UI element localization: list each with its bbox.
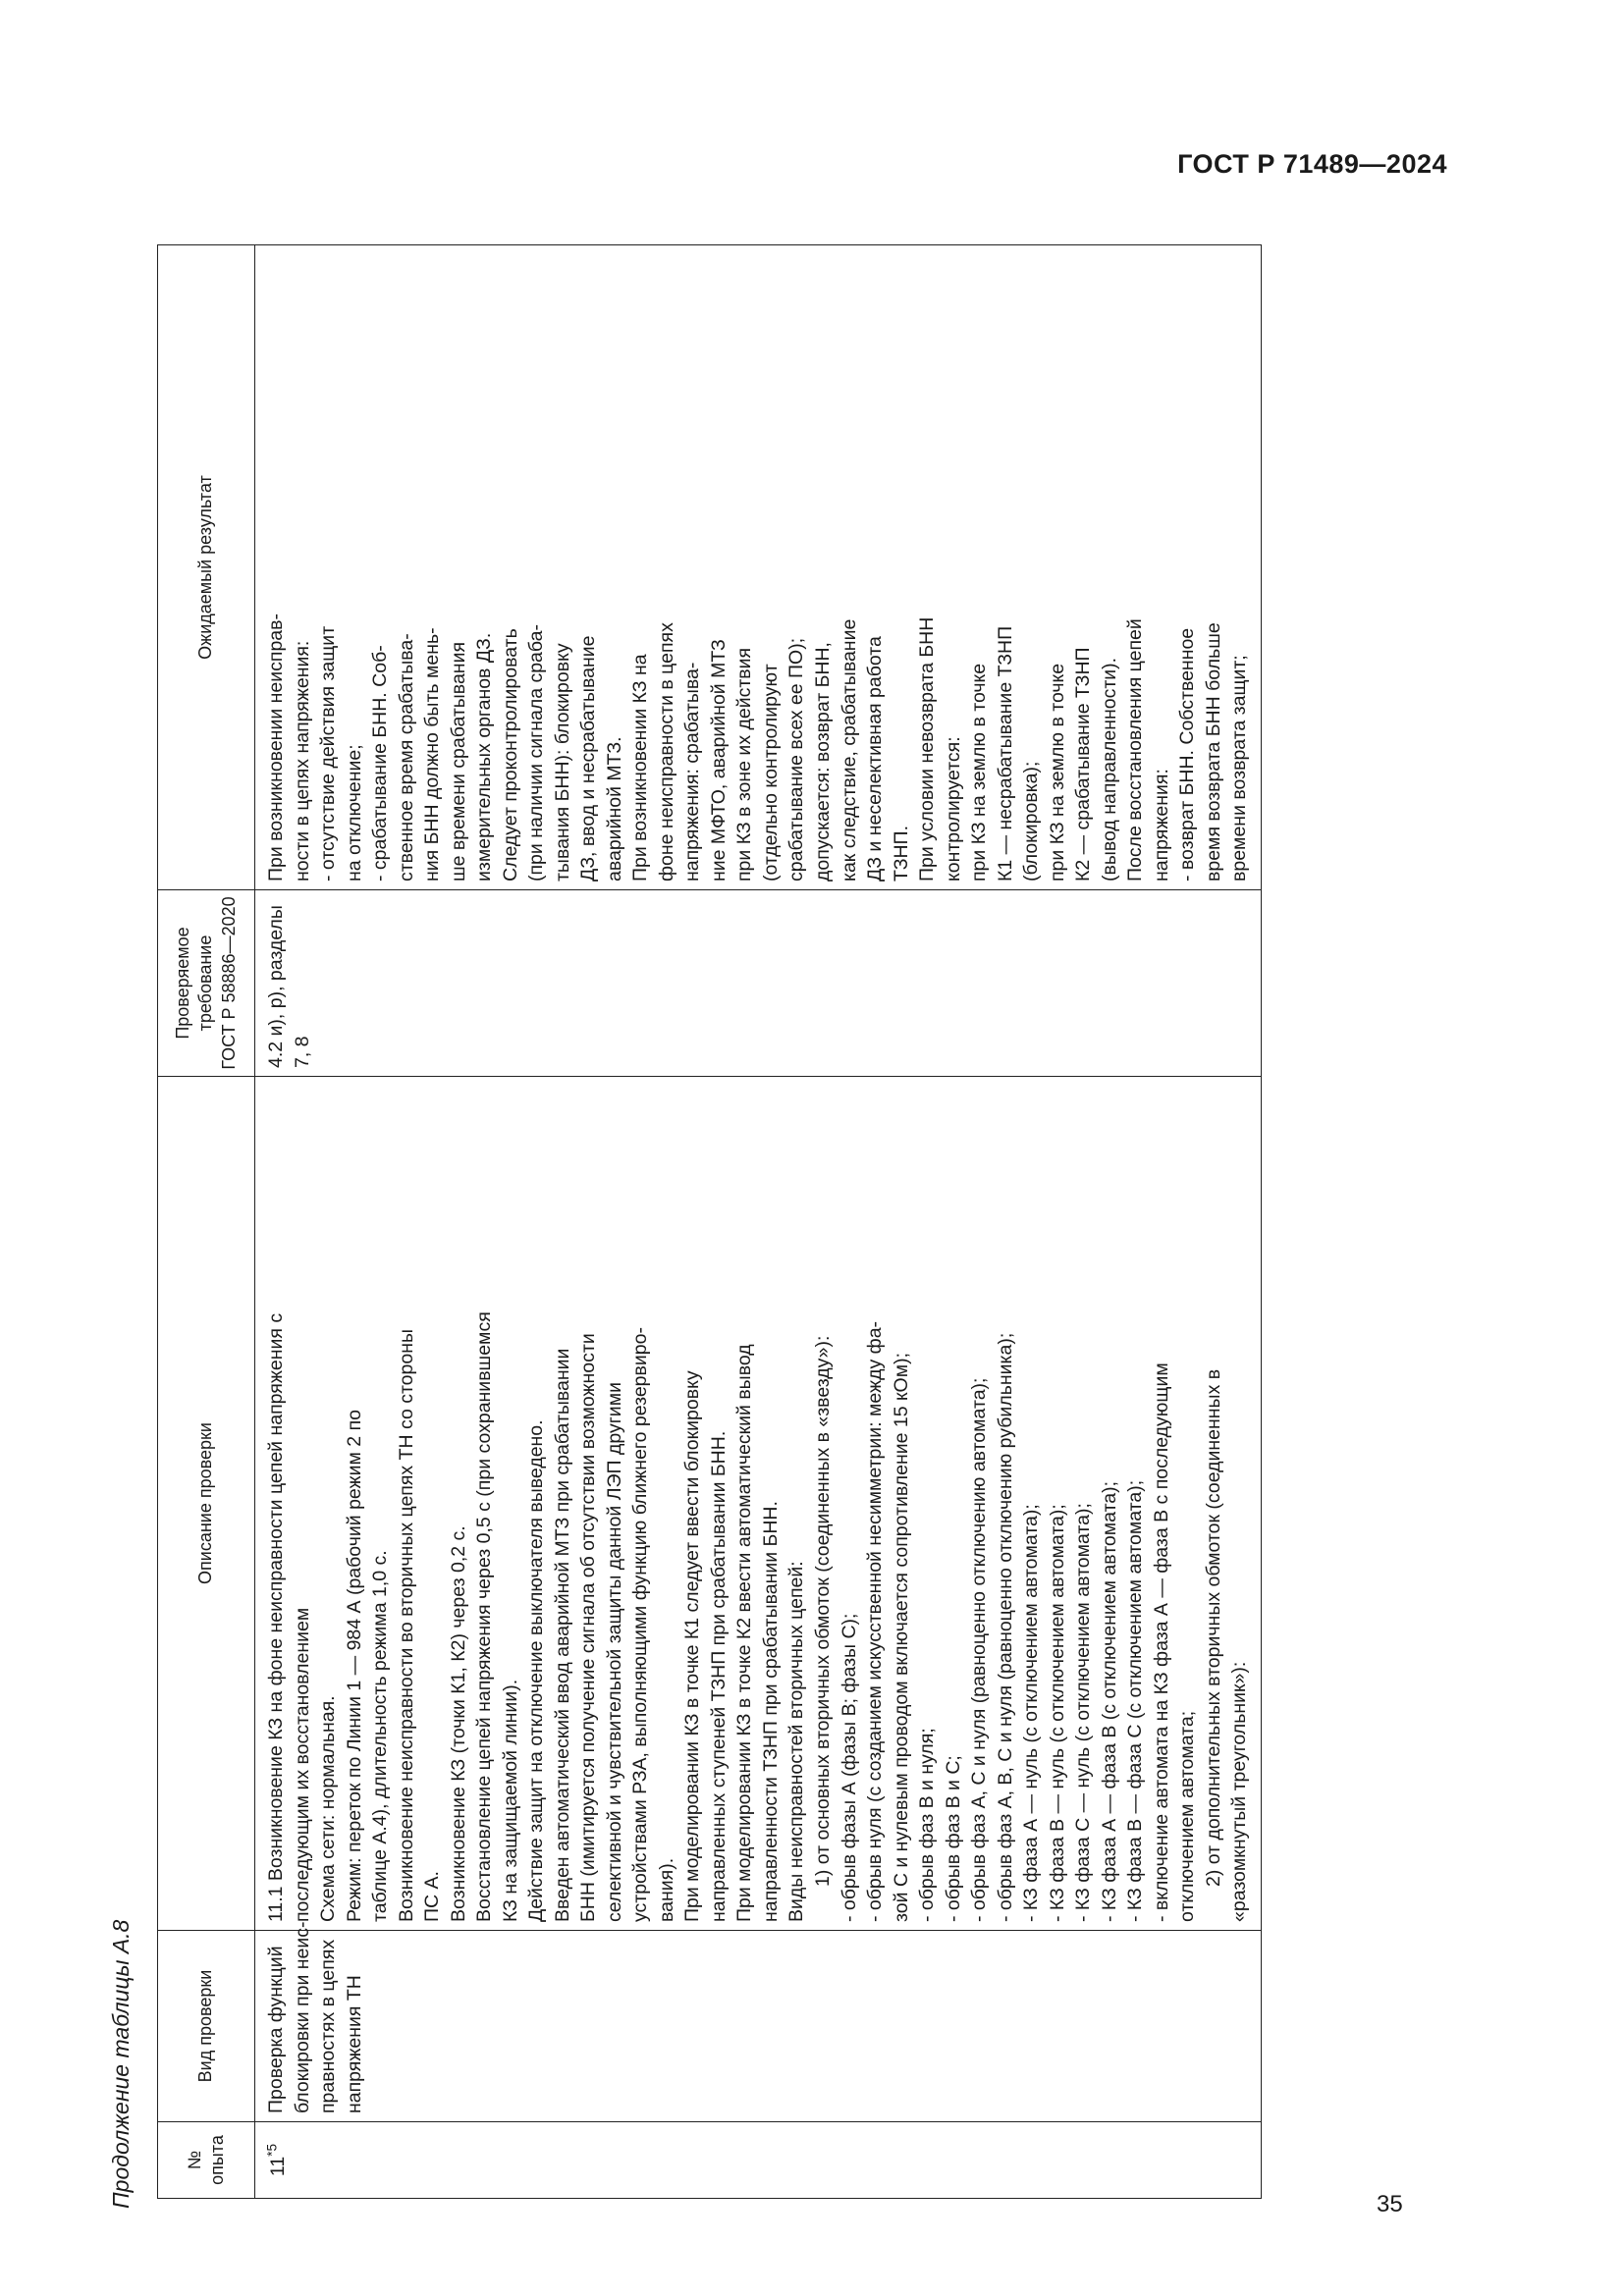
description-line: зой С и нулевым проводом включается сопротивление 15 кОм); (890, 1352, 912, 1922)
description-line: ПС А. (421, 1871, 444, 1922)
description-line: - КЗ фаза В — фаза С (с отключением автомата); (1124, 1479, 1147, 1922)
expected-line: К1 — несрабатывание ТЗНП (994, 625, 1016, 881)
description-line: БНН (имитируется получение сигнала об отсутствии возможности (577, 1333, 600, 1922)
expected-line: ние МФТО, аварийной МТЗ (707, 639, 730, 881)
expected-line: тывания БНН): блокировку (551, 643, 573, 881)
cell-type: Проверка функций блокировки при неис- правностях в цепях напряжения ТН (255, 1931, 1262, 2122)
test-number: 11$^{*5}$ (264, 2143, 289, 2177)
description-line: Схема сети: нормальная. (317, 1695, 340, 1922)
column-header-description: Описание проверки (158, 1077, 255, 1931)
expected-line: ТЗНП. (890, 826, 912, 881)
expected-line: напряжения: срабатыва- (681, 662, 704, 881)
expected-line: срабатывание всех ее ПО); (785, 637, 808, 881)
expected-line: (вывод направленности). (1098, 657, 1120, 881)
description-line: - КЗ фаза А — нуль (с отключением автомата); (1020, 1504, 1043, 1922)
expected-line: При возникновении КЗ на (629, 654, 652, 881)
description-line: отключением автомата; (1176, 1710, 1199, 1922)
expected-line: при КЗ на землю в точке (968, 663, 991, 881)
description-line: 1) от основных вторичных обмоток (соединенных в «звезду»): (812, 1335, 834, 1887)
expected-line: ДЗ и неселективная работа (864, 636, 887, 881)
expected-line: допускается: возврат БНН, (812, 642, 834, 881)
expected-line: при КЗ на землю в точке (1046, 663, 1068, 881)
rotated-page-content (108, 236, 1345, 2209)
description-line: селективной и чувствительной защиты данной ЛЭП другими (603, 1382, 625, 1922)
cell-number (255, 2122, 1262, 2199)
description-line: При моделировании КЗ в точке К1 следует ввести блокировку (681, 1370, 704, 1922)
description-line: КЗ на защищаемой линии). (499, 1679, 521, 1922)
expected-line: ности в цепях напряжения: (291, 640, 313, 881)
expected-line: контролируется: (942, 736, 964, 881)
description-line: - обрыв фаз А, С и нуля (равноценно отключению автомата); (968, 1377, 991, 1922)
description-line: - обрыв фаз В и нуля; (916, 1728, 939, 1922)
expected-line: времени возврата защит; (1228, 655, 1251, 881)
expected-line: фоне неисправности в цепях (655, 622, 677, 881)
description-line: направленных ступеней ТЗНП при срабатывании БНН. (707, 1430, 730, 1922)
description-line: При моделировании КЗ в точке К2 ввести автоматический вывод (733, 1344, 756, 1922)
table-row (255, 245, 1262, 2199)
description-line: направленности ТЗНП при срабатывании БНН. (759, 1501, 782, 1922)
cell-expected (255, 245, 1262, 890)
expected-line: (блокировка); (1020, 761, 1043, 881)
column-header-expected: Ожидаемый результат (158, 245, 255, 890)
column-header-type: Вид проверки (158, 1931, 255, 2122)
expected-line: К2 — срабатывание ТЗНП (1072, 647, 1095, 881)
page-number: 35 (1377, 2191, 1403, 2217)
table-header-row (158, 245, 255, 2199)
description-line: Действие защит на отключение выключателя выведено. (525, 1419, 548, 1922)
expected-line: После восстановления цепей (1124, 618, 1147, 881)
expected-line: (отдельно контролируют (759, 664, 782, 881)
expected-line: Следует проконтролировать (499, 628, 521, 881)
tests-table (157, 244, 1262, 2199)
expected-line: как следствие, срабатывание (838, 618, 860, 881)
column-header-requirement: Проверяемое требование ГОСТ Р 58886—2020 (158, 890, 255, 1077)
description-line: Введен автоматический ввод аварийной МТЗ при срабатывании (551, 1348, 573, 1922)
description-line: 2) от дополнительных вторичных обмоток (соединенных в (1202, 1368, 1224, 1887)
test-number-footnote-mark: *5 (264, 2143, 280, 2157)
column-header-number: № опыта (158, 2122, 255, 2199)
expected-line: напряжения: (1150, 769, 1172, 881)
description-line: - КЗ фаза С — нуль (с отключением автомата); (1072, 1503, 1095, 1922)
expected-line: аварийной МТЗ. (603, 736, 625, 881)
expected-line: При возникновении неисправ- (265, 614, 288, 881)
expected-line: ственное время срабатыва- (395, 633, 417, 881)
expected-line: (при наличии сигнала сраба- (525, 624, 548, 881)
description-line: Режим: переток по Линии 1 — 984 А (рабочий режим 2 по (343, 1410, 365, 1922)
cell-description (255, 1077, 1262, 1931)
description-line: - обрыв фазы А (фазы В; фазы С); (838, 1613, 860, 1922)
expected-line: - отсутствие действия защит (317, 625, 340, 881)
description-line: вания). (655, 1857, 677, 1922)
expected-line: время возврата БНН больше (1202, 622, 1224, 881)
description-line: - обрыв фаз А, В, С и нуля (равноценно отключению рубильника); (994, 1332, 1016, 1922)
expected-line: измерительных органов ДЗ. (473, 632, 496, 881)
description-line: Виды неисправностей вторичных цепей: (785, 1561, 808, 1922)
description-line: - включение автомата на КЗ фаза А — фаза В с последующим (1150, 1362, 1172, 1922)
expected-line: при КЗ в зоне их действия (733, 647, 756, 881)
description-line: Возникновение КЗ (точки К1, К2) через 0,2 с. (447, 1525, 469, 1922)
expected-line: - возврат БНН. Собственное (1176, 627, 1199, 881)
description-line: последующим их восстановлением (291, 1607, 313, 1922)
description-line: - КЗ фаза А — фаза В (с отключением автомата); (1098, 1480, 1120, 1922)
cell-requirement: 4.2 и), р), разделы 7, 8 (255, 890, 1262, 1077)
description-line: - КЗ фаза В — нуль (с отключением автомата); (1046, 1504, 1068, 1922)
description-line: - обрыв нуля (с созданием искусственной несимметрии: между фа- (864, 1320, 887, 1922)
description-line: - обрыв фаз В и С; (942, 1755, 964, 1922)
expected-line: ния БНН должно быть мень- (421, 627, 444, 881)
description-line: таблице А.4), длительность режима 1,0 с. (369, 1550, 392, 1922)
description-line: Возникновение неисправности во вторичных цепях ТН со стороны (395, 1328, 417, 1922)
expected-line: При условии невозврата БНН (916, 616, 939, 881)
expected-line: - срабатывание БНН. Соб- (369, 645, 392, 881)
description-line: Восстановление цепей напряжения через 0,5 с (при сохранившемся (473, 1311, 496, 1922)
expected-line: на отключение; (343, 744, 365, 881)
description-line: «разомкнутый треугольник»): (1228, 1661, 1251, 1922)
description-line: устройствами РЗА, выполняющими функцию ближнего резервиро- (629, 1327, 652, 1922)
document-code: ГОСТ Р 71489—2024 (1177, 149, 1447, 179)
table-caption: Продолжение таблицы А.8 (108, 1919, 134, 2209)
expected-line: ше времени срабатывания (447, 641, 469, 881)
description-line: 11.1 Возникновение КЗ на фоне неисправности цепей напряжения с (265, 1312, 288, 1922)
expected-line: ДЗ, ввод и несрабатывание (577, 635, 600, 881)
